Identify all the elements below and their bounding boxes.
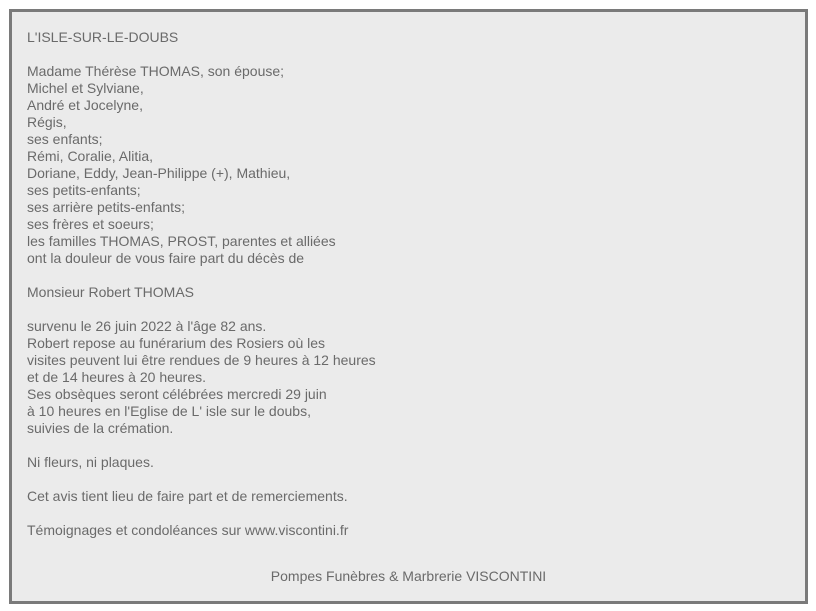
blank-line [27, 505, 376, 522]
details-line: suivies de la crémation. [27, 420, 174, 436]
condolences-note: Témoignages et condoléances sur www.viscontini.fr [27, 522, 349, 538]
details-line: à 10 heures en l'Eglise de L' isle sur le doubs, [27, 403, 311, 419]
family-line: Rémi, Coralie, Alitia, [27, 148, 154, 164]
blank-line [27, 437, 376, 454]
family-line: ses frères et soeurs; [27, 216, 154, 232]
thanks-note: Cet avis tient lieu de faire part et de remerciements. [27, 488, 348, 504]
notice-body [27, 29, 376, 539]
details-line: survenu le 26 juin 2022 à l'âge 82 ans. [27, 318, 267, 334]
family-line: ses arrière petits-enfants; [27, 199, 185, 215]
family-line: Régis, [27, 114, 67, 130]
blank-line [27, 267, 376, 284]
details-line: et de 14 heures à 20 heures. [27, 369, 207, 385]
family-line: ont la douleur de vous faire part du décès de [27, 250, 305, 266]
family-line: Michel et Sylviane, [27, 80, 144, 96]
family-line: ses enfants; [27, 131, 103, 147]
family-line: André et Jocelyne, [27, 97, 143, 113]
blank-line [27, 301, 376, 318]
funeral-home-footer: Pompes Funèbres & Marbrerie VISCONTINI [270, 568, 547, 584]
deceased-name: Monsieur Robert THOMAS [27, 284, 195, 300]
family-line: les familles THOMAS, PROST, parentes et alliées [27, 233, 336, 249]
blank-line [27, 471, 376, 488]
flowers-note: Ni fleurs, ni plaques. [27, 454, 154, 470]
details-line: Ses obsèques seront célébrées mercredi 29 juin [27, 386, 327, 402]
obituary-notice [9, 9, 808, 604]
family-line: Madame Thérèse THOMAS, son épouse; [27, 63, 285, 79]
location-heading: L'ISLE-SUR-LE-DOUBS [27, 29, 179, 45]
family-line: Doriane, Eddy, Jean-Philippe (+), Mathieu, [27, 165, 291, 181]
details-line: Robert repose au funérarium des Rosiers où les [27, 335, 326, 351]
family-line: ses petits-enfants; [27, 182, 141, 198]
blank-line [27, 46, 376, 63]
details-line: visites peuvent lui être rendues de 9 heures à 12 heures [27, 352, 376, 368]
